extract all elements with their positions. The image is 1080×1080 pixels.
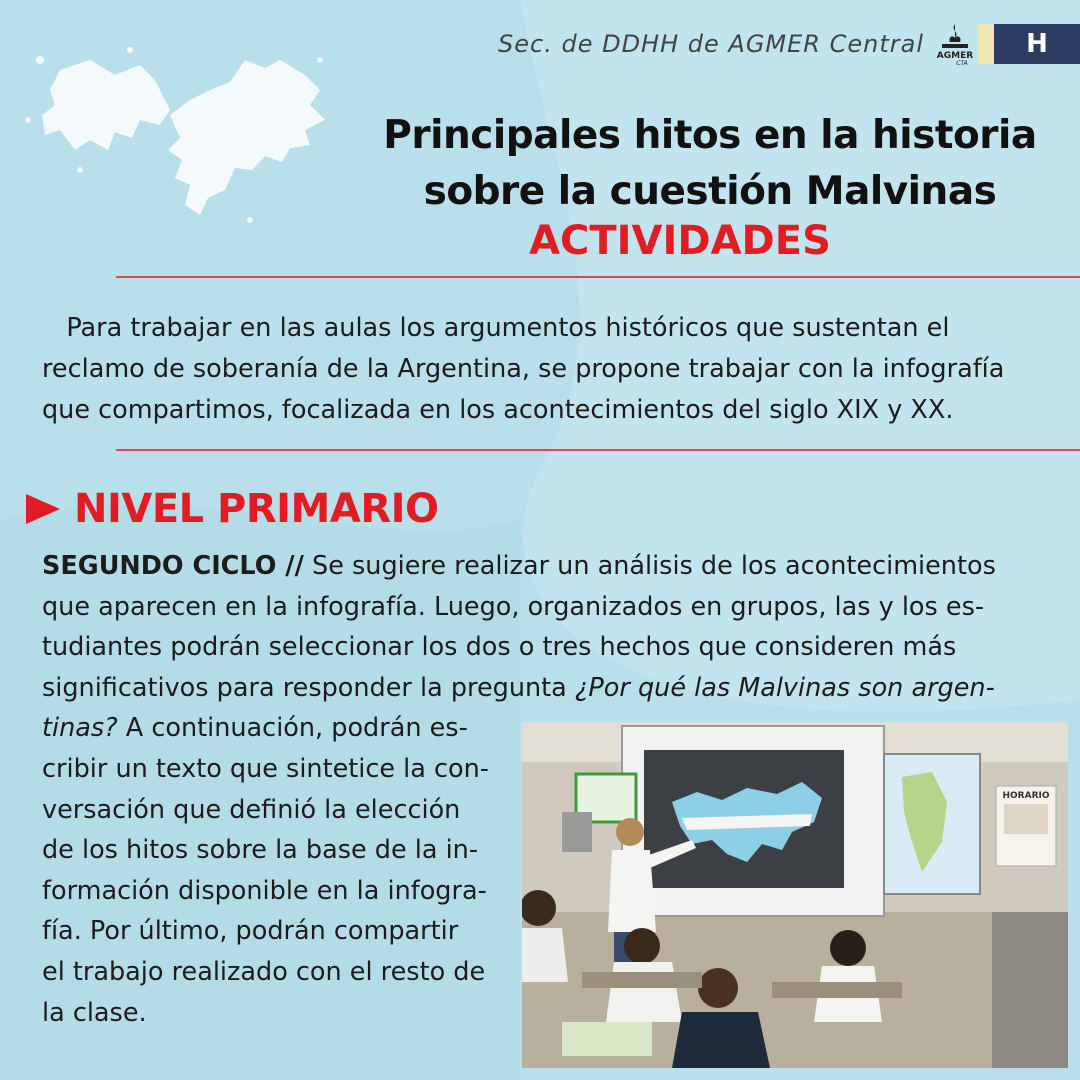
question-text: tinas? — [42, 713, 118, 744]
arrow-right-icon — [26, 494, 60, 524]
title-line-2: sobre la cuestión Malvinas — [423, 169, 997, 214]
intro-line: Para trabajar en las aulas los argumentos históricos que sustentan el — [42, 313, 950, 343]
page-title — [350, 108, 1070, 220]
body-text: A continuación, podrán es- — [117, 713, 468, 744]
page-subtitle: ACTIVIDADES — [529, 218, 831, 264]
body-line — [42, 668, 1062, 709]
divider-bottom — [116, 449, 1080, 451]
intro-paragraph — [42, 308, 1062, 431]
intro-line: que compartimos, focalizada en los acontecimientos del siglo XIX y XX. — [42, 395, 954, 425]
horario-label: HORARIO — [1002, 791, 1050, 801]
divider-top — [116, 276, 1080, 278]
classroom-photo — [522, 722, 1068, 1068]
body-line — [42, 546, 1062, 587]
organization-name: Sec. de DDHH de AGMER Central — [498, 30, 924, 58]
body-line: de los hitos sobre la base de la in- — [42, 835, 479, 866]
malvinas-map-icon — [20, 20, 350, 235]
section-heading — [26, 486, 439, 532]
title-line-1: Principales hitos en la historia — [383, 113, 1037, 158]
body-line: versación que definió la elección — [42, 794, 461, 825]
body-text: Se sugiere realizar un análisis de los acontecimientos — [303, 551, 996, 581]
body-line: que aparecen en la infografía. Luego, organizados en grupos, las y los es- — [42, 591, 985, 622]
body-line: tudiantes podrán seleccionar los dos o tres hechos que consideren más — [42, 632, 957, 663]
body-line: cribir un texto que sintetice la con- — [42, 753, 489, 784]
section-letter-badge — [994, 24, 1080, 64]
intro-line: reclamo de soberanía de la Argentina, se propone trabajar con la infografía — [42, 354, 1005, 384]
svg-text:AGMER: AGMER — [936, 51, 974, 61]
header-bar — [498, 20, 1080, 68]
svg-text:CTA: CTA — [956, 60, 968, 66]
question-text: ¿Por qué las Malvinas son argen- — [574, 672, 995, 703]
cycle-label: SEGUNDO CICLO // — [42, 551, 304, 581]
body-line: fía. Por último, podrán compartir — [42, 916, 459, 947]
body-line: la clase. — [42, 997, 147, 1028]
section-title: NIVEL PRIMARIO — [74, 486, 439, 532]
section-letter: H — [1026, 29, 1048, 59]
body-line: formación disponible en la infogra- — [42, 875, 487, 906]
body-text: significativos para responder la pregunta — [42, 672, 575, 703]
body-line: el trabajo realizado con el resto de — [42, 956, 486, 987]
agmer-logo-icon — [934, 22, 976, 66]
